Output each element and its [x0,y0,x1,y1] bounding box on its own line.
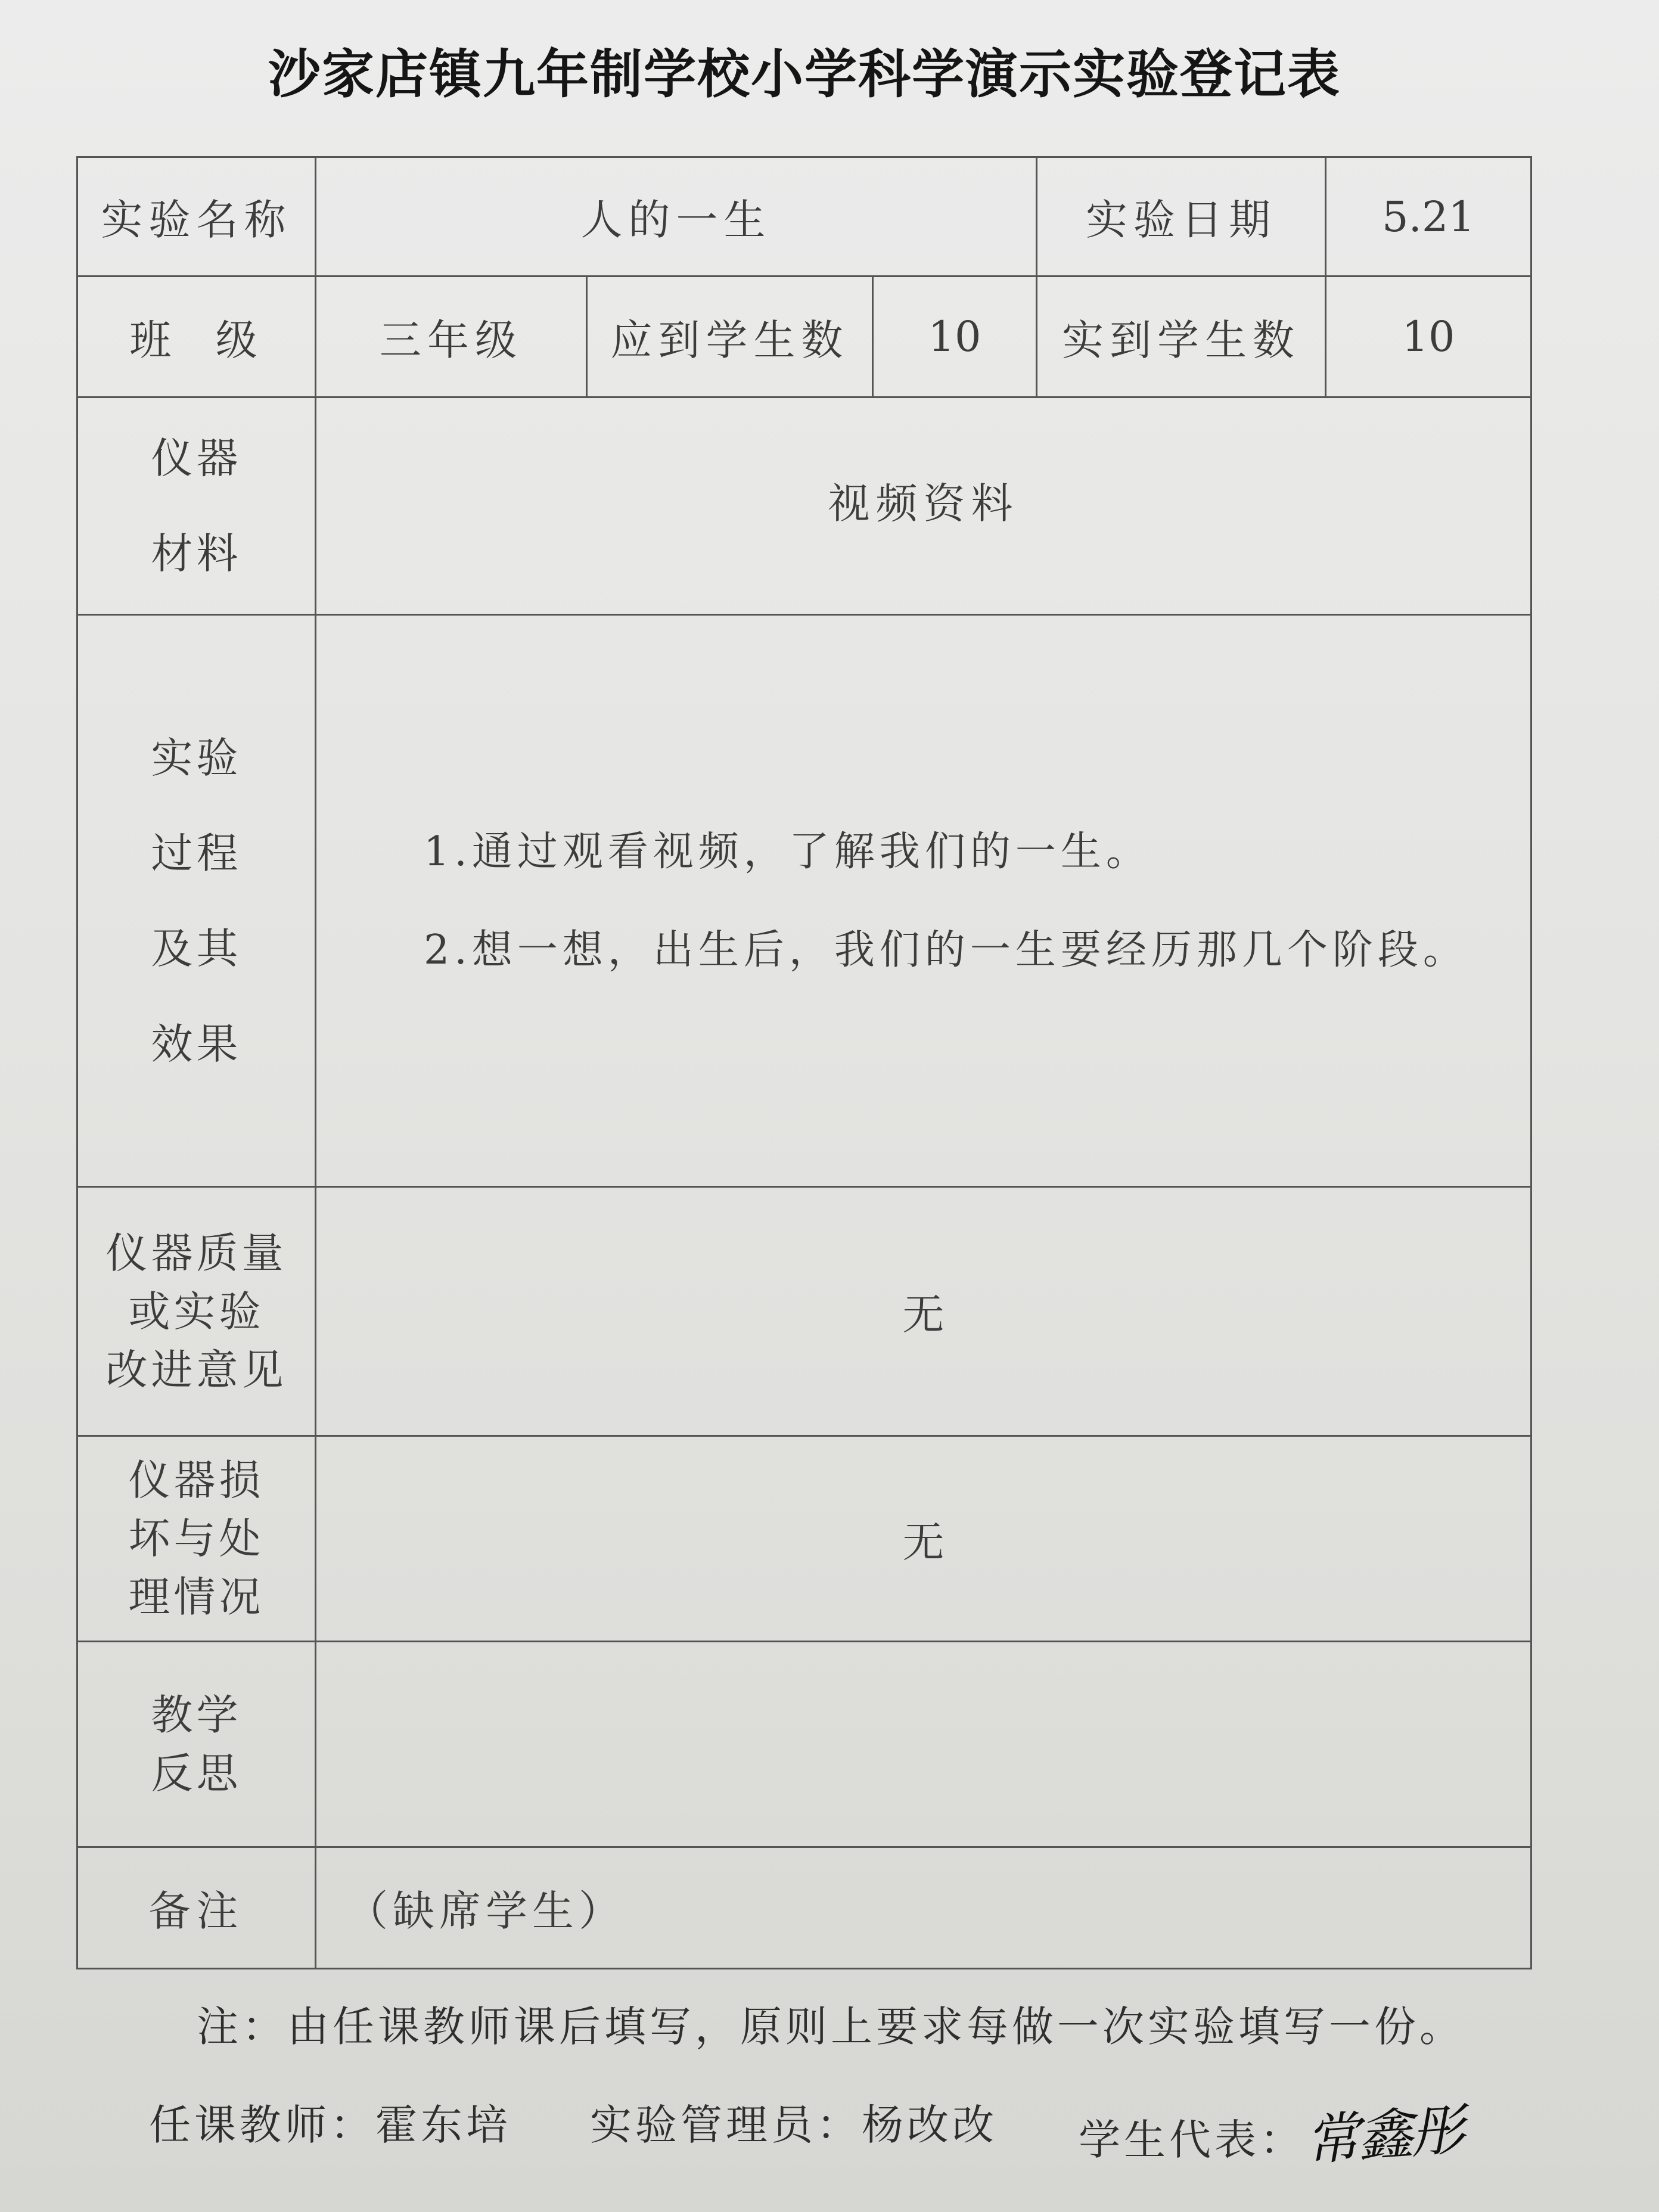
damage-value: 无 [316,1436,1531,1642]
process-step-2: 2.想一想，出生后，我们的一生要经历那几个阶段。 [424,926,1468,974]
process-label-line-3: 及其 [151,924,242,973]
reflection-value [316,1642,1531,1847]
reflection-label [77,1642,316,1847]
quality-label-line-1: 仪器质量 [105,1228,287,1278]
row-quality [77,1187,1531,1436]
handwritten-signature: 常鑫彤 [1303,2098,1465,2173]
expected-students-value: 10 [873,276,1037,397]
class-label: 班 级 [77,276,316,397]
teacher-signature [149,2092,511,2152]
quality-label-line-2: 或实验 [128,1287,265,1336]
quality-label [77,1187,316,1436]
reflection-label-line-2: 反思 [151,1749,242,1798]
admin-signature [590,2092,998,2152]
class-value: 三年级 [316,276,587,397]
row-remarks [77,1847,1531,1969]
process-label-line-4: 效果 [151,1019,242,1068]
process-steps [316,615,1531,1187]
process-label [77,615,316,1187]
reflection-label-line-1: 教学 [151,1691,242,1739]
row-equipment [77,397,1531,615]
experiment-date-value: 5.21 [1326,157,1531,276]
experiment-record-table [76,156,1532,1969]
remarks-label: 备注 [77,1847,316,1969]
row-reflection [77,1642,1531,1847]
row-damage [77,1436,1531,1642]
student-rep-signature [1079,2092,1465,2173]
damage-label [77,1436,316,1642]
page-title: 沙家店镇九年制学校小学科学演示实验登记表 [268,44,1341,105]
experiment-name-value: 人的一生 [316,157,1037,276]
process-label-line-2: 过程 [151,828,242,878]
actual-students-label: 实到学生数 [1037,276,1326,397]
remarks-value: （缺席学生） [316,1847,1531,1969]
teacher-name: 霍东培 [375,2101,511,2149]
damage-label-line-1: 仪器损 [128,1456,265,1505]
teacher-label: 任课教师： [149,2101,375,2149]
equipment-label-line-2: 材料 [151,529,242,578]
damage-label-line-3: 理情况 [128,1573,265,1621]
equipment-value: 视频资料 [316,397,1531,615]
equipment-label-line-1: 仪器 [151,434,242,483]
experiment-date-label: 实验日期 [1037,157,1326,276]
admin-name: 杨改改 [862,2101,998,2149]
quality-value: 无 [316,1187,1531,1436]
row-process [77,615,1531,1187]
equipment-label [77,397,316,615]
row-class [77,276,1531,397]
quality-label-line-3: 改进意见 [105,1345,287,1394]
expected-students-label: 应到学生数 [587,276,873,397]
admin-label: 实验管理员： [590,2101,862,2149]
damage-label-line-2: 坏与处 [128,1514,265,1563]
form-note: 注：由任课教师课后填写，原则上要求每做一次实验填写一份。 [197,2002,1465,2051]
row-experiment-name [77,157,1531,276]
actual-students-value: 10 [1326,276,1531,397]
experiment-name-label: 实验名称 [77,157,316,276]
process-step-1: 1.通过观看视频，了解我们的一生。 [424,828,1151,875]
student-rep-label: 学生代表： [1079,2115,1305,2164]
process-label-line-1: 实验 [151,733,242,782]
